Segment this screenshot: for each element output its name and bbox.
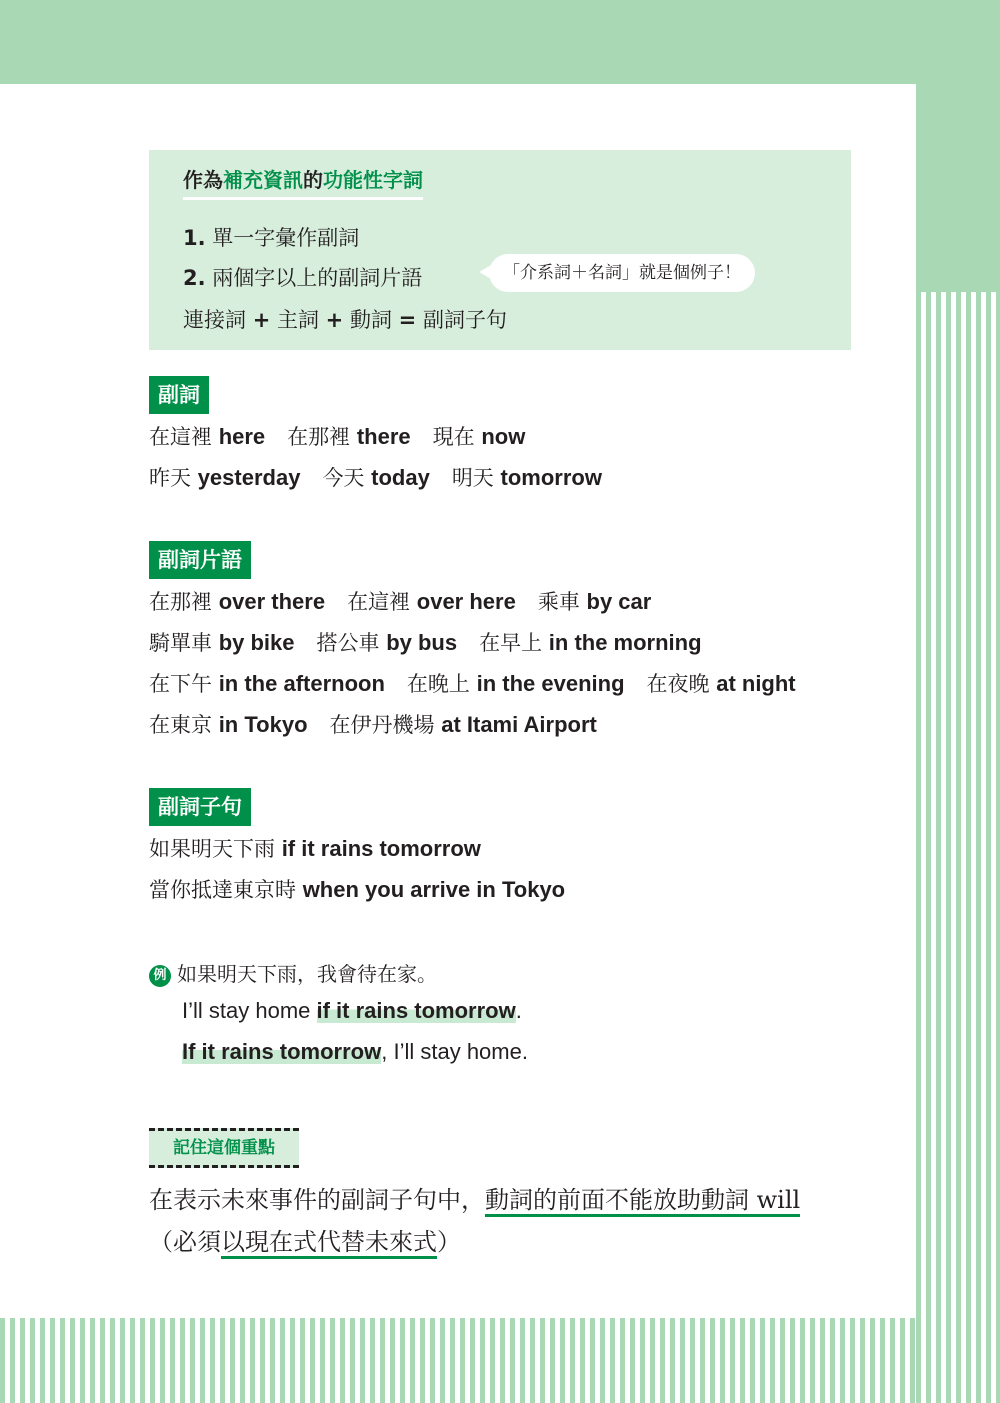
example-sentence-1 xyxy=(182,998,522,1024)
speech-bubble: 「介系詞＋名詞」就是個例子！ xyxy=(489,254,755,292)
key-point-label xyxy=(149,1128,299,1168)
vocab-chinese: 今天 xyxy=(322,466,365,490)
vocab-row xyxy=(149,874,565,904)
vocab-chinese: 昨天 xyxy=(149,466,191,490)
vocab-english: over here xyxy=(416,589,516,614)
rule-text: 在表示未來事件的副詞子句中， xyxy=(149,1186,485,1214)
item-number: 1. xyxy=(183,226,206,250)
vocab-chinese: 騎單車 xyxy=(149,631,212,655)
section-tag-phrase: 副詞片語 xyxy=(149,541,251,579)
vocab-english: there xyxy=(356,424,411,449)
vocab-english: at Itami Airport xyxy=(441,712,597,737)
vocab-chinese: 在伊丹機場 xyxy=(329,713,435,737)
vocab-chinese: 搭公車 xyxy=(316,631,380,655)
box-formula xyxy=(183,304,507,334)
vocab-row xyxy=(149,709,597,739)
plus-sign: + xyxy=(252,308,271,332)
vocab-chinese: 在這裡 xyxy=(347,590,411,614)
vocab-chinese: 在這裡 xyxy=(149,425,212,449)
formula-term: 動詞 xyxy=(349,308,392,332)
vocab-english: now xyxy=(481,424,526,449)
sentence-text: I’ll stay home xyxy=(182,998,317,1023)
title-highlight: 補充資訊 xyxy=(223,168,303,192)
example-heading xyxy=(149,958,437,987)
vocab-chinese: 在東京 xyxy=(149,713,212,737)
vocab-chinese: 在那裡 xyxy=(287,425,351,449)
vocab-english: when you arrive in Tokyo xyxy=(302,877,566,902)
vocab-chinese: 在那裡 xyxy=(149,590,212,614)
vocab-english: over there xyxy=(218,589,326,614)
vocab-chinese: 明天 xyxy=(451,466,494,490)
formula-term: 副詞子句 xyxy=(422,308,507,332)
vocab-chinese: 乘車 xyxy=(537,590,580,614)
key-point-line-2 xyxy=(149,1222,461,1257)
sentence-text: . xyxy=(515,998,522,1023)
vocab-english: today xyxy=(371,465,430,490)
key-point-line-1 xyxy=(149,1180,800,1215)
box-item-2 xyxy=(183,262,422,292)
vocab-english: if it rains tomorrow xyxy=(281,836,481,861)
title-part: 作為 xyxy=(183,168,223,192)
vocab-english: tomorrow xyxy=(500,465,602,490)
vocab-english: in Tokyo xyxy=(218,712,308,737)
example-icon: 例 xyxy=(149,965,171,987)
vocab-english: at night xyxy=(716,671,796,696)
vocab-row xyxy=(149,833,481,863)
right-stripe-decor xyxy=(916,292,1000,1403)
vocab-chinese: 現在 xyxy=(432,425,475,449)
vocab-chinese: 在晚上 xyxy=(406,672,470,696)
box-item-1 xyxy=(183,222,359,252)
vocab-english: in the evening xyxy=(476,671,625,696)
formula-term: 主詞 xyxy=(276,308,319,332)
function-words-box xyxy=(149,150,851,350)
section-tag-adverb: 副詞 xyxy=(149,376,209,414)
underlined-rule: 動詞的前面不能放助動詞 will xyxy=(485,1186,800,1217)
right-decor-band xyxy=(916,84,1000,292)
vocab-chinese: 當你抵達東京時 xyxy=(149,878,296,902)
example-chinese: 如果明天下雨，我會待在家。 xyxy=(177,962,437,986)
item-text: 兩個字以上的副詞片語 xyxy=(212,266,423,290)
vocab-english: in the morning xyxy=(548,630,702,655)
box-title xyxy=(183,164,423,200)
vocab-english: here xyxy=(218,424,266,449)
sentence-text: , I’ll stay home. xyxy=(381,1039,528,1064)
vocab-english: yesterday xyxy=(197,465,301,490)
vocab-english: by bus xyxy=(386,630,458,655)
item-number: 2. xyxy=(183,266,206,290)
bottom-stripe-decor xyxy=(0,1318,916,1403)
section-tag-clause: 副詞子句 xyxy=(149,788,251,826)
plus-sign: + xyxy=(325,308,344,332)
example-sentence-2 xyxy=(182,1039,528,1065)
highlighted-clause: if it rains tomorrow xyxy=(316,998,516,1023)
equals-sign: = xyxy=(398,308,417,332)
rule-text: ） xyxy=(437,1228,461,1256)
vocab-english: by car xyxy=(586,589,652,614)
formula-term: 連接詞 xyxy=(183,308,246,332)
vocab-row xyxy=(149,627,702,657)
vocab-chinese: 如果明天下雨 xyxy=(149,837,275,861)
rule-text: （必須 xyxy=(149,1228,221,1256)
dashed-border xyxy=(149,1165,299,1168)
vocab-english: by bike xyxy=(218,630,295,655)
vocab-row xyxy=(149,586,651,616)
item-text: 單一字彙作副詞 xyxy=(212,226,360,250)
vocab-english: in the afternoon xyxy=(218,671,385,696)
vocab-row xyxy=(149,421,525,451)
vocab-row xyxy=(149,462,602,492)
highlighted-clause: If it rains tomorrow xyxy=(182,1039,382,1064)
vocab-chinese: 在下午 xyxy=(149,672,212,696)
vocab-chinese: 在夜晚 xyxy=(646,672,710,696)
key-point-text: 記住這個重點 xyxy=(173,1138,275,1158)
vocab-chinese: 在早上 xyxy=(479,631,543,655)
top-decor-band xyxy=(0,0,1000,84)
title-part: 的 xyxy=(303,168,323,192)
title-highlight: 功能性字詞 xyxy=(323,168,423,192)
vocab-row xyxy=(149,668,796,698)
underlined-rule: 以現在式代替未來式 xyxy=(221,1228,437,1259)
dashed-border xyxy=(149,1128,299,1131)
